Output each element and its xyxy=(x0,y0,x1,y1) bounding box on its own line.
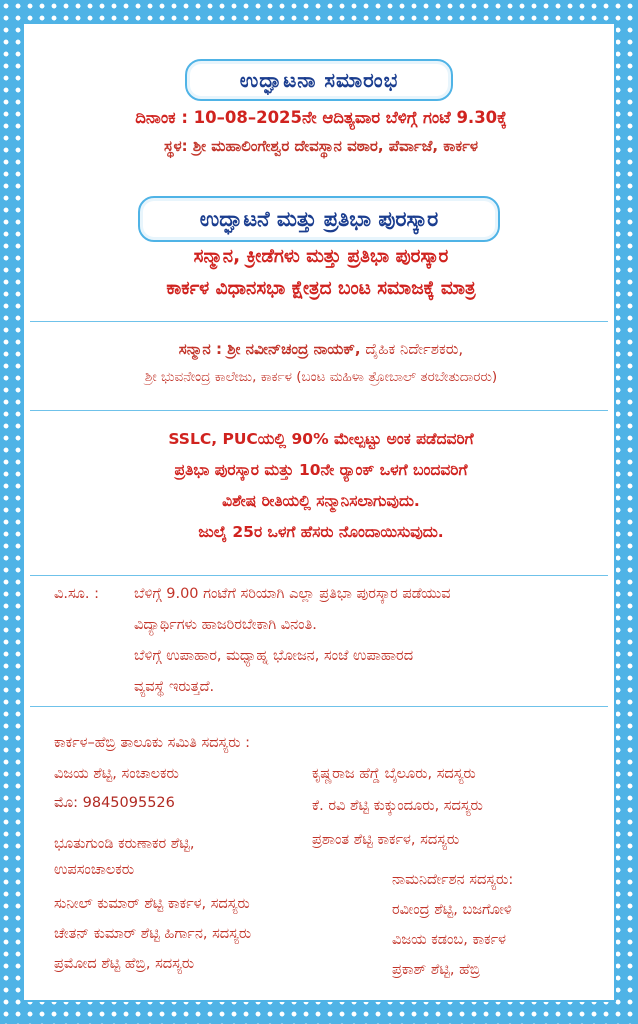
section-divider xyxy=(30,321,608,322)
event-subtitle-2: ಕಾರ್ಕಳ ವಿಧಾನಸಭಾ ಕ್ಷೇತ್ರದ ಬಂಟ ಸಮಾಜಕ್ಕೆ ಮಾತ್ರ xyxy=(166,278,476,299)
committee-member: ಸುನೀಲ್ ಕುಮಾರ್ ಶೆಟ್ಟಿ ಕಾರ್ಕಳ, ಸದಸ್ಯರು xyxy=(54,896,250,912)
note-line-4: ವ್ಯವಸ್ಥೆ ಇರುತ್ತದೆ. xyxy=(134,679,215,695)
note-line-1: ಬೆಳಿಗ್ಗೆ 9.00 ಗಂಟೆಗೆ ಸರಿಯಾಗಿ ಎಲ್ಲಾ ಪ್ರತಿಭಾ ಪುರಸ್ಕಾರ ಪಡೆಯುವ xyxy=(134,586,451,602)
nominated-members-heading: ನಾಮನಿರ್ದೇಶನ ಸದಸ್ಯರು: xyxy=(392,872,514,888)
note-line-2: ವಿದ್ಯಾರ್ಥಿಗಳು ಹಾಜರಿರಬೇಕಾಗಿ ವಿನಂತಿ. xyxy=(134,617,317,633)
committee-member: ಪ್ರಶಾಂತ ಶೆಟ್ಟಿ ಕಾರ್ಕಳ, ಸದಸ್ಯರು xyxy=(312,832,460,848)
section-divider xyxy=(30,706,608,707)
honor-label: ಸನ್ಮಾನ : xyxy=(178,340,228,358)
merit-line-1: SSLC, PUCಯಲ್ಲಿ 90% ಮೇಲ್ಪಟ್ಟು ಅಂಕ ಪಡೆದವರಿಗೆ xyxy=(168,430,474,448)
note-label: ವಿ.ಸೂ. : xyxy=(54,586,100,602)
event-venue: ಸ್ಥಳ: ಶ್ರೀ ಮಹಾಲಿಂಗೇಶ್ವರ ದೇವಸ್ಥಾನ ವಠಾರ, ಪೆರ್ವಾಜೆ, ಕಾರ್ಕಳ xyxy=(163,137,479,155)
committee-member: ಪ್ರಮೋದ ಶೆಟ್ಟಿ ಹೆಬ್ರಿ, ಸದಸ್ಯರು xyxy=(54,956,195,972)
committee-heading: ಕಾರ್ಕಳ–ಹೆಬ್ರಿ ತಾಲೂಕು ಸಮಿತಿ ಸದಸ್ಯರು : xyxy=(54,735,251,751)
merit-line-2: ಪ್ರತಿಭಾ ಪುರಸ್ಕಾರ ಮತ್ತು 10ನೇ ರ್‍ಯಾಂಕ್ ಒಳಗೆ ಬಂದವರಿಗೆ xyxy=(174,461,468,479)
section-divider xyxy=(30,575,608,576)
contact-phone: ಮೊ: 9845095526 xyxy=(54,795,175,811)
honoree-affiliation: ಶ್ರೀ ಭುವನೇಂದ್ರ ಕಾಲೇಜು, ಕಾರ್ಕಳ (ಬಂಟ ಮಹಿಳಾ ತ್ರೋಬಾಲ್ ತರಬೇತುದಾರರು) xyxy=(144,369,498,385)
event-date-time: ದಿನಾಂಕ : 10–08–2025ನೇ ಆದಿತ್ಯವಾರ ಬೆಳಿಗ್ಗೆ ಗಂಟೆ 9.30ಕ್ಕೆ xyxy=(135,108,507,127)
committee-member: ಚೇತನ್ ಕುಮಾರ್ ಶೆಟ್ಟಿ ಹಿರ್ಗಾನ, ಸದಸ್ಯರು xyxy=(54,926,252,942)
committee-member: ಕೃಷ್ಣರಾಜ ಹೆಗ್ಡೆ ಬೈಲೂರು, ಸದಸ್ಯರು xyxy=(312,766,476,782)
invitation-card xyxy=(22,22,616,1002)
event-title: ಉದ್ಘಾಟನೆ ಮತ್ತು ಪ್ರತಿಭಾ ಪುರಸ್ಕಾರ xyxy=(138,196,500,242)
honor-line xyxy=(24,340,618,358)
nominated-member: ಪ್ರಕಾಶ್ ಶೆಟ್ಟಿ, ಹೆಬ್ರಿ xyxy=(392,962,481,978)
committee-member-role: ಉಪಸಂಚಾಲಕರು xyxy=(54,862,135,878)
nominated-member: ರವೀಂದ್ರ ಶೆಟ್ಟಿ, ಬಜಗೋಳಿ xyxy=(392,902,512,918)
note-line-3: ಬೆಳಿಗ್ಗೆ ಉಪಾಹಾರ, ಮಧ್ಯಾಹ್ನ ಭೋಜನ, ಸಂಜೆ ಉಪಾಹಾರದ xyxy=(134,648,414,664)
section-divider xyxy=(30,410,608,411)
committee-member: ಭೂತುಗುಂಡಿ ಕರುಣಾಕರ ಶೆಟ್ಟಿ, xyxy=(54,836,195,852)
merit-line-4: ಜುಲೈ 25ರ ಒಳಗೆ ಹೆಸರು ನೊಂದಾಯಿಸುವುದು. xyxy=(198,523,444,541)
honoree-name: ಶ್ರೀ ನವೀನ್‌ಚಂದ್ರ ನಾಯಕ್, xyxy=(227,340,361,358)
event-subtitle-1: ಸನ್ಮಾನ, ಕ್ರೀಡೆಗಳು ಮತ್ತು ಪ್ರತಿಭಾ ಪುರಸ್ಕಾರ xyxy=(193,246,449,267)
nominated-member: ವಿಜಯ ಕಡಂಬ, ಕಾರ್ಕಳ xyxy=(392,932,507,948)
committee-member: ಕೆ. ರವಿ ಶೆಟ್ಟಿ ಕುಕ್ಕುಂದೂರು, ಸದಸ್ಯರು xyxy=(312,798,483,814)
merit-line-3: ವಿಶೇಷ ರೀತಿಯಲ್ಲಿ ಸನ್ಮಾನಿಸಲಾಗುವುದು. xyxy=(222,492,420,510)
inauguration-title: ಉದ್ಘಾಟನಾ ಸಮಾರಂಭ xyxy=(185,59,453,101)
committee-member: ವಿಜಯ ಶೆಟ್ಟಿ, ಸಂಚಾಲಕರು xyxy=(54,766,179,782)
honoree-role: ದೈಹಿಕ ನಿರ್ದೇಶಕರು, xyxy=(360,340,464,358)
